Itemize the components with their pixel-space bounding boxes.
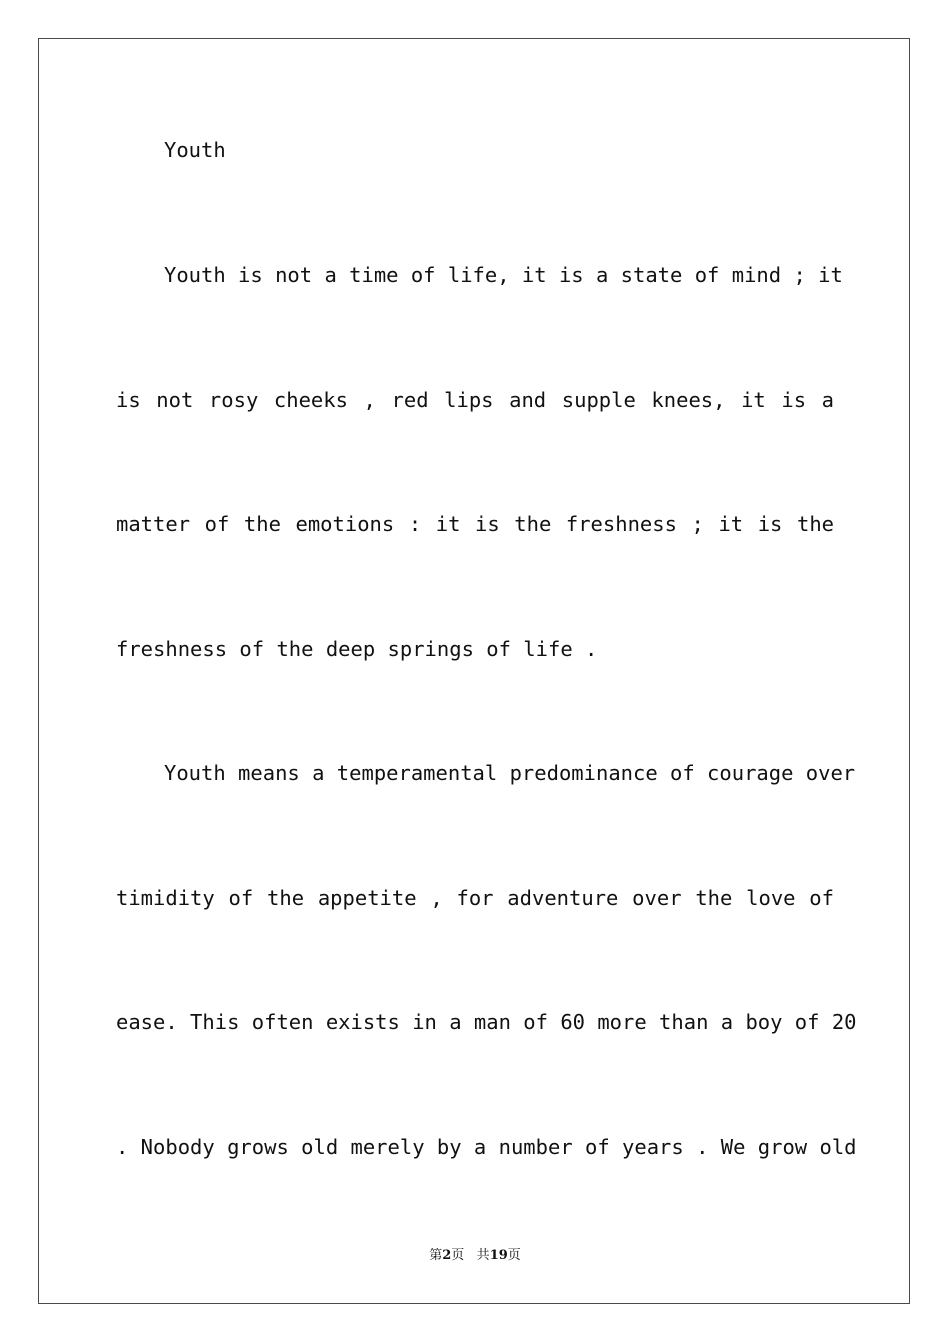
footer-total-prefix: 共 [476,1248,490,1263]
text-line: timidity of the appetite , for adventure over the love of [116,886,834,910]
current-page-number: 2 [442,1248,452,1263]
text-line: ease. This often exists in a man of 60 more than a boy of 20 [116,1010,857,1034]
text-line: Youth is not a time of life, it is a state of mind ; it [164,263,843,287]
text-line: freshness of the deep springs of life . [116,637,598,661]
document-title: Youth [164,138,226,162]
footer-page-suffix: 页 [451,1248,465,1263]
total-page-count: 19 [489,1248,508,1263]
page-footer [0,1246,950,1266]
footer-total-suffix: 页 [507,1248,521,1263]
text-line: . Nobody grows old merely by a number of years . We grow old [116,1135,857,1159]
text-line: matter of the emotions : it is the freshness ; it is the [116,512,834,536]
footer-prefix: 第 [429,1248,443,1263]
text-line: Youth means a temperamental predominance of courage over [164,761,856,785]
page-border [38,38,910,1304]
text-line: is not rosy cheeks , red lips and supple knees, it is a [116,388,834,412]
